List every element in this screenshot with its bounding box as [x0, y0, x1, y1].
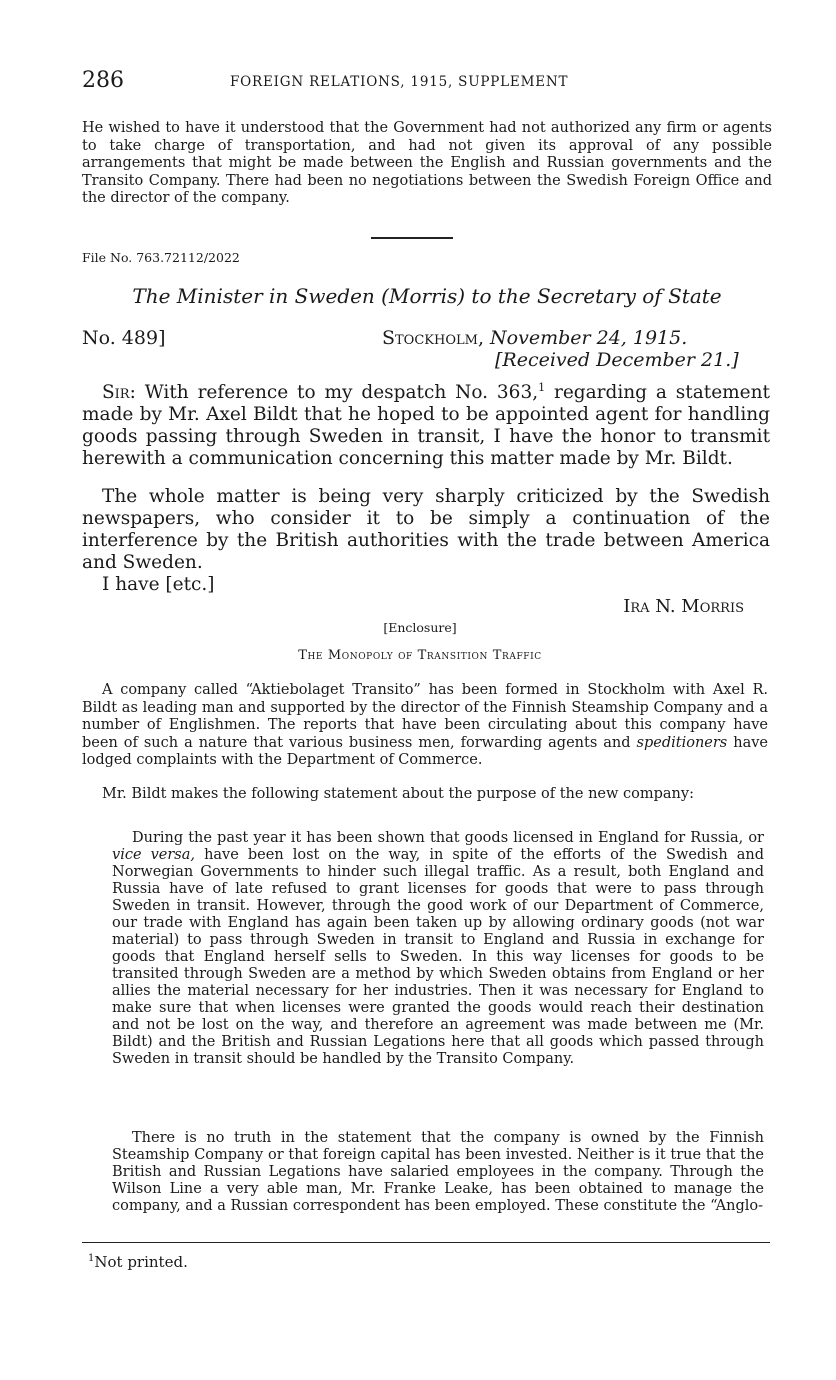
quoted-paragraph-1-part-a: During the past year it has been shown that goods licensed in England for Russia, or	[132, 830, 764, 846]
page-number: 286	[82, 68, 124, 93]
footnote-text: Not printed.	[94, 1253, 188, 1271]
file-number: File No. 763.72112/2022	[82, 250, 240, 265]
quoted-paragraph-1	[112, 830, 764, 1068]
despatch-number: No. 489]	[82, 327, 166, 349]
letter-paragraph-1	[82, 377, 770, 470]
quoted-paragraph-1-italic: vice versa,	[112, 847, 195, 863]
document-title: The Minister in Sweden (Morris) to the Secretary of State	[132, 284, 722, 308]
page-header	[82, 68, 772, 96]
enclosure-paragraph-1-part-a: A company called “Aktiebolaget Transito” has been formed in Stockholm with Axel R. Bildt as leading man and supported by the director of the Finnish Steamship Company and a number of Englishmen. The reports that have been circulating about this company have been of such a nature that various business men, forwarding agents and	[82, 682, 768, 751]
place-and-date	[382, 327, 687, 349]
signature: Ira N. Morris	[623, 596, 744, 617]
opening-paragraph: He wished to have it understood that the Government had not authorized any firm or agents to take charge of transportation, and had not given its approval of any possible arrangements that might be made between the English and Russian governments and the Transito Company. There had been no negotiations between the Swedish Foreign Office and the director of the company.	[82, 120, 772, 206]
letter-paragraph-1-part-b: regarding a statement made by Mr. Axel Bildt that he hoped to be appointed agent for handling goods passing through Sweden in transit, I have the honor to transmit herewith a communication concerning this matter made by Mr. Bildt.	[82, 382, 770, 470]
letter-paragraph-2: The whole matter is being very sharply criticized by the Swedish newspapers, who consider it to be simply a continuation of the interference by the British authorities with the trade between America and Sweden.	[82, 486, 770, 573]
footnote-reference: 1	[538, 381, 546, 394]
letter-paragraph-1-part-a: With reference to my despatch No. 363,	[144, 382, 539, 404]
footnote-divider	[82, 1242, 770, 1243]
footnote-marker: 1	[88, 1253, 95, 1264]
enclosure-paragraph-1-italic: speditioners	[636, 734, 728, 751]
enclosure-label: [Enclosure]	[383, 620, 457, 635]
despatch-place: Stockholm,	[382, 327, 484, 349]
enclosure-paragraph-2: Mr. Bildt makes the following statement about the purpose of the new company:	[102, 786, 694, 802]
enclosure-paragraph-1-part-b: have lodged complaints with the Department of Commerce.	[82, 734, 769, 768]
quoted-paragraph-1-part-b: have been lost on the way, in spite of the efforts of the Swedish and Norwegian Governments to hinder such illegal traffic. As a result, both England and Russia have of late refused to grant licenses for goods that were to pass through Sweden in transit. However, through the good work of our Department of Commerce, our trade with England has again been taken up by allowing ordinary goods (not war material) to pass through Sweden in transit to England and Russia in exchange for goods that England herself sells to Sweden. In this way licenses for goods to be transited through Sweden are a method by which Sweden obtains from England or her allies the material necessary for her industries. Then it was necessary for England to make sure that when licenses were granted the goods would reach their destination and not be lost on the way, and therefore an agreement was made between me (Mr. Bildt) and the British and Russian Legations here that all goods which passed through Sweden in transit should be handled by the Transito Company.	[112, 847, 764, 1067]
enclosure-paragraph-1	[82, 682, 768, 770]
enclosure-title: The Monopoly of Transition Traffic	[298, 648, 542, 663]
running-head: FOREIGN RELATIONS, 1915, SUPPLEMENT	[230, 74, 569, 90]
footnote	[88, 1253, 188, 1271]
quoted-paragraph-2: There is no truth in the statement that the company is owned by the Finnish Steamship Company or that foreign capital has been invested. Neither is it true that the British and Russian Legations have salaried employees in the company. Through the Wilson Line a very able man, Mr. Franke Leake, has been obtained to manage the company, and a Russian correspondent has been employed. These constitute the “Anglo-	[112, 1130, 764, 1214]
received-date: [Received December 21.]	[495, 349, 739, 371]
section-divider	[371, 237, 453, 239]
despatch-date: November 24, 1915.	[490, 327, 688, 349]
letter-closing: I have [etc.]	[102, 574, 215, 595]
salutation: Sir:	[102, 382, 136, 404]
